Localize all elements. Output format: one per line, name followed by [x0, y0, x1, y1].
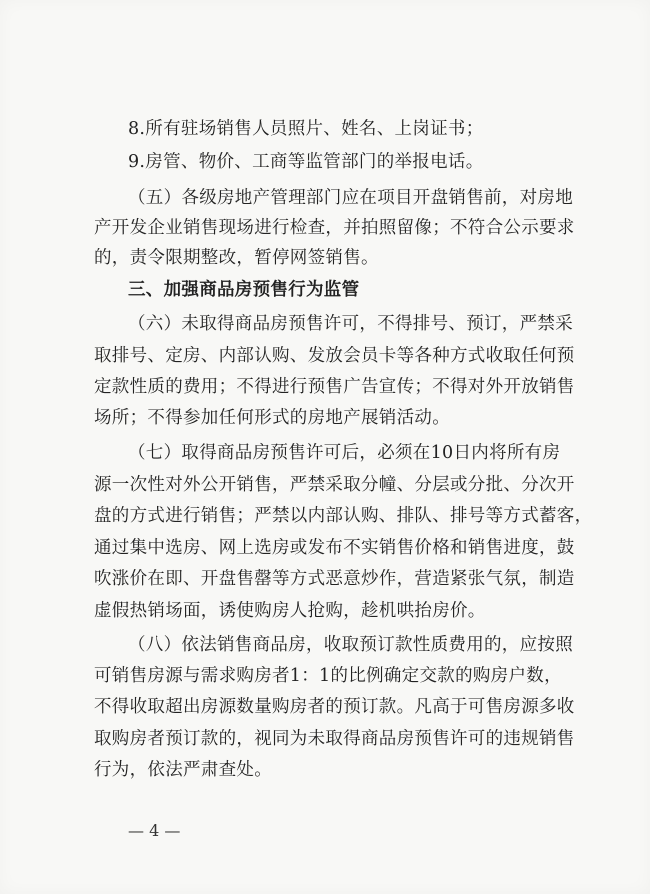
page-number: — 4 —	[128, 821, 181, 840]
paragraph-line: 产开发企业销售现场进行检查，并拍照留像；不符合公示要求	[94, 218, 575, 238]
paragraph-line: 虚假热销场面，诱使购房人抢购，趁机哄抬房价。	[94, 601, 486, 621]
paragraph-line: 的，责令限期整改，暂停网签销售。	[94, 248, 379, 268]
paragraph-line: 不得收取超出房源数量购房者的预订款。凡高于可售房源多收	[94, 697, 575, 717]
section-heading: 三、加强商品房预售行为监管	[128, 280, 360, 300]
paragraph-line: 场所；不得参加任何形式的房地产展销活动。	[94, 408, 450, 428]
paragraph-line: 吹涨价在即、开盘售罄等方式恶意炒作，营造紧张气氛，制造	[94, 569, 575, 589]
text-line: 9.房管、物价、工商等监管部门的举报电话。	[128, 152, 484, 172]
paragraph-line: 可销售房源与需求购房者1：1的比例确定交款的购房户数，	[94, 666, 562, 686]
paragraph-line: 定款性质的费用；不得进行预售广告宣传；不得对外开放销售	[94, 377, 575, 397]
paragraph-line: 源一次性对外公开销售，严禁采取分幢、分层或分批、分次开	[94, 475, 575, 495]
paragraph-line: （六）未取得商品房预售许可，不得排号、预订，严禁采	[128, 314, 573, 334]
paragraph-line: （五）各级房地产管理部门应在项目开盘销售前，对房地	[128, 188, 573, 208]
paragraph-line: 行为，依法严肃查处。	[94, 760, 272, 780]
text-line: 8.所有驻场销售人员照片、姓名、上岗证书；	[128, 119, 484, 139]
paragraph-line: 通过集中选房、网上选房或发布不实销售价格和销售进度，鼓	[94, 538, 575, 558]
paragraph-line: （八）依法销售商品房，收取预订款性质费用的，应按照	[128, 635, 573, 655]
paragraph-line: （七）取得商品房预售许可后，必须在10日内将所有房	[128, 443, 561, 463]
paragraph-line: 盘的方式进行销售；严禁以内部认购、排队、排号等方式蓄客，	[94, 506, 593, 526]
paragraph-line: 取排号、定房、内部认购、发放会员卡等各种方式收取任何预	[94, 346, 575, 366]
paragraph-line: 取购房者预订款的，视同为未取得商品房预售许可的违规销售	[94, 729, 575, 749]
